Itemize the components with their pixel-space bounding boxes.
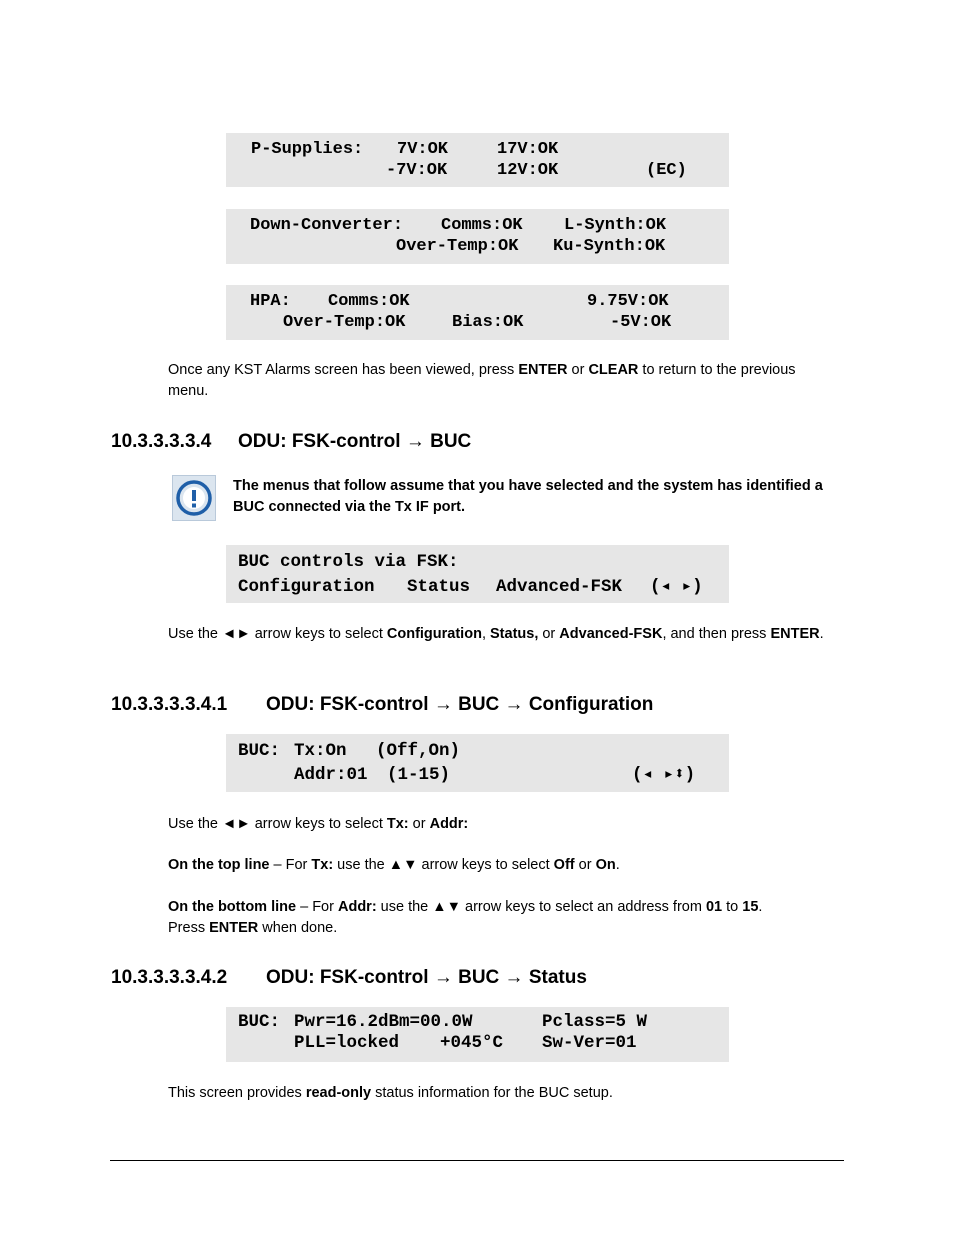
lcd-text: Pwr=16.2dBm=00.0W: [294, 1012, 473, 1032]
text: or: [567, 362, 589, 378]
text: Once any KST Alarms screen has been viewed, press: [168, 362, 519, 378]
lcd-text: BUC:: [238, 1012, 281, 1032]
lcd-text: HPA:: [250, 292, 291, 311]
text: or: [538, 626, 560, 642]
paragraph-top-line: [168, 855, 848, 876]
lcd-text: Sw-Ver=01: [542, 1033, 637, 1053]
lcd-option-advanced-fsk: Advanced-FSK: [496, 577, 623, 597]
lcd-text: Down-Converter:: [250, 216, 404, 235]
lcd-text: PLL=locked: [294, 1033, 400, 1053]
bold-text: Status,: [490, 626, 539, 642]
lcd-buc-controls: [226, 545, 729, 603]
lcd-text: (1-15): [387, 765, 451, 785]
bold-text: 15: [742, 899, 759, 915]
section-number: 10.3.3.3.3.4.2: [111, 967, 228, 988]
paragraph-config-select: [168, 814, 848, 835]
text: This screen provides: [168, 1085, 306, 1101]
section-heading-status: [111, 967, 587, 989]
text: .: [615, 857, 620, 873]
bold-text: Off: [553, 857, 575, 873]
lcd-buc-status: [226, 1007, 729, 1062]
section-title: ODU: FSK-control → BUC: [238, 431, 472, 452]
lcd-text: 17V:OK: [497, 140, 559, 159]
lcd-text: P-Supplies:: [251, 140, 364, 159]
section-number: 10.3.3.3.3.4.1: [111, 694, 228, 715]
text: to return to the previous menu.: [168, 362, 796, 399]
info-icon: [172, 475, 216, 521]
bold-text: Tx:: [386, 816, 409, 832]
text: ,: [481, 626, 490, 642]
lcd-text: Comms:OK: [328, 292, 410, 311]
lcd-text: Ku-Synth:OK: [553, 237, 666, 256]
bold-text: Advanced-FSK: [559, 626, 663, 642]
text: when done.: [258, 920, 338, 936]
text: – For: [269, 857, 312, 873]
lcd-text: Comms:OK: [441, 216, 523, 235]
text: to: [722, 899, 743, 915]
section-title: ODU: FSK-control → BUC → Configuration: [266, 694, 654, 715]
lcd-text: +045°C: [440, 1033, 504, 1053]
lcd-text: 12V:OK: [497, 161, 559, 180]
paragraph-kst-alarms: [168, 360, 838, 402]
lcd-text: 7V:OK: [397, 140, 449, 159]
paragraph-bottom-line: [168, 897, 848, 939]
section-title: ODU: FSK-control → BUC → Status: [266, 967, 587, 988]
bold-text: On the bottom line: [168, 899, 297, 915]
key-clear: CLEAR: [588, 362, 639, 378]
text: status information for the BUC setup.: [371, 1085, 613, 1101]
paragraph-buc-select: [168, 624, 848, 645]
lcd-psupplies: [226, 133, 729, 187]
section-heading-configuration: [111, 694, 653, 716]
lcd-text: Addr:01: [294, 765, 368, 785]
lcd-text: 9.75V:OK: [587, 292, 669, 311]
bold-text: 01: [705, 899, 723, 915]
text: or: [408, 816, 430, 832]
bold-text: Addr:: [429, 816, 469, 832]
lcd-buc-configuration: [226, 734, 729, 792]
bold-text: Addr:: [337, 899, 377, 915]
lcd-text: (EC): [646, 161, 687, 180]
text: Use the ◄► arrow keys to select: [168, 626, 387, 642]
lcd-text: Bias:OK: [452, 313, 524, 332]
lcd-arrow-indicator: (◂ ▸⬍): [632, 765, 696, 785]
bold-text: Tx:: [311, 857, 334, 873]
text: – For: [296, 899, 338, 915]
lcd-option-configuration: Configuration: [238, 577, 375, 597]
text: , and then press: [662, 626, 771, 642]
lcd-text: -7V:OK: [386, 161, 448, 180]
lcd-text: BUC:: [238, 741, 281, 761]
text: Use the ◄► arrow keys to select: [168, 816, 387, 832]
note-text: The menus that follow assume that you have selected and the system has identified a BUC connected via the Tx IF port.: [233, 478, 823, 515]
text: use the ▲▼ arrow keys to select an address from: [376, 899, 706, 915]
lcd-option-status: Status: [407, 577, 471, 597]
bold-text: Configuration: [386, 626, 482, 642]
bold-text: On the top line: [168, 857, 270, 873]
lcd-text: BUC controls via FSK:: [238, 552, 459, 572]
lcd-down-converter: [226, 209, 729, 264]
text: Press: [168, 920, 210, 936]
bold-text: read-only: [305, 1085, 372, 1101]
lcd-text: L-Synth:OK: [564, 216, 667, 235]
lcd-text: Pclass=5 W: [542, 1012, 648, 1032]
footer-rule: [110, 1160, 844, 1161]
key-enter: ENTER: [770, 626, 820, 642]
lcd-text: Tx:On: [294, 741, 347, 761]
key-enter: ENTER: [518, 362, 568, 378]
paragraph-status: [168, 1083, 848, 1104]
lcd-text: Over-Temp:OK: [283, 313, 406, 332]
section-heading-buc: [111, 431, 471, 453]
text: or: [574, 857, 596, 873]
bold-text: On: [595, 857, 616, 873]
lcd-arrow-indicator: (◂ ▸): [650, 577, 703, 597]
lcd-text: -5V:OK: [610, 313, 672, 332]
key-enter: ENTER: [209, 920, 259, 936]
text: .: [819, 626, 824, 642]
text: .: [758, 899, 763, 915]
lcd-hpa: [226, 285, 729, 340]
section-number: 10.3.3.3.3.4: [111, 431, 212, 452]
lcd-text: Over-Temp:OK: [396, 237, 519, 256]
text: use the ▲▼ arrow keys to select: [333, 857, 554, 873]
lcd-text: (Off,On): [376, 741, 461, 761]
